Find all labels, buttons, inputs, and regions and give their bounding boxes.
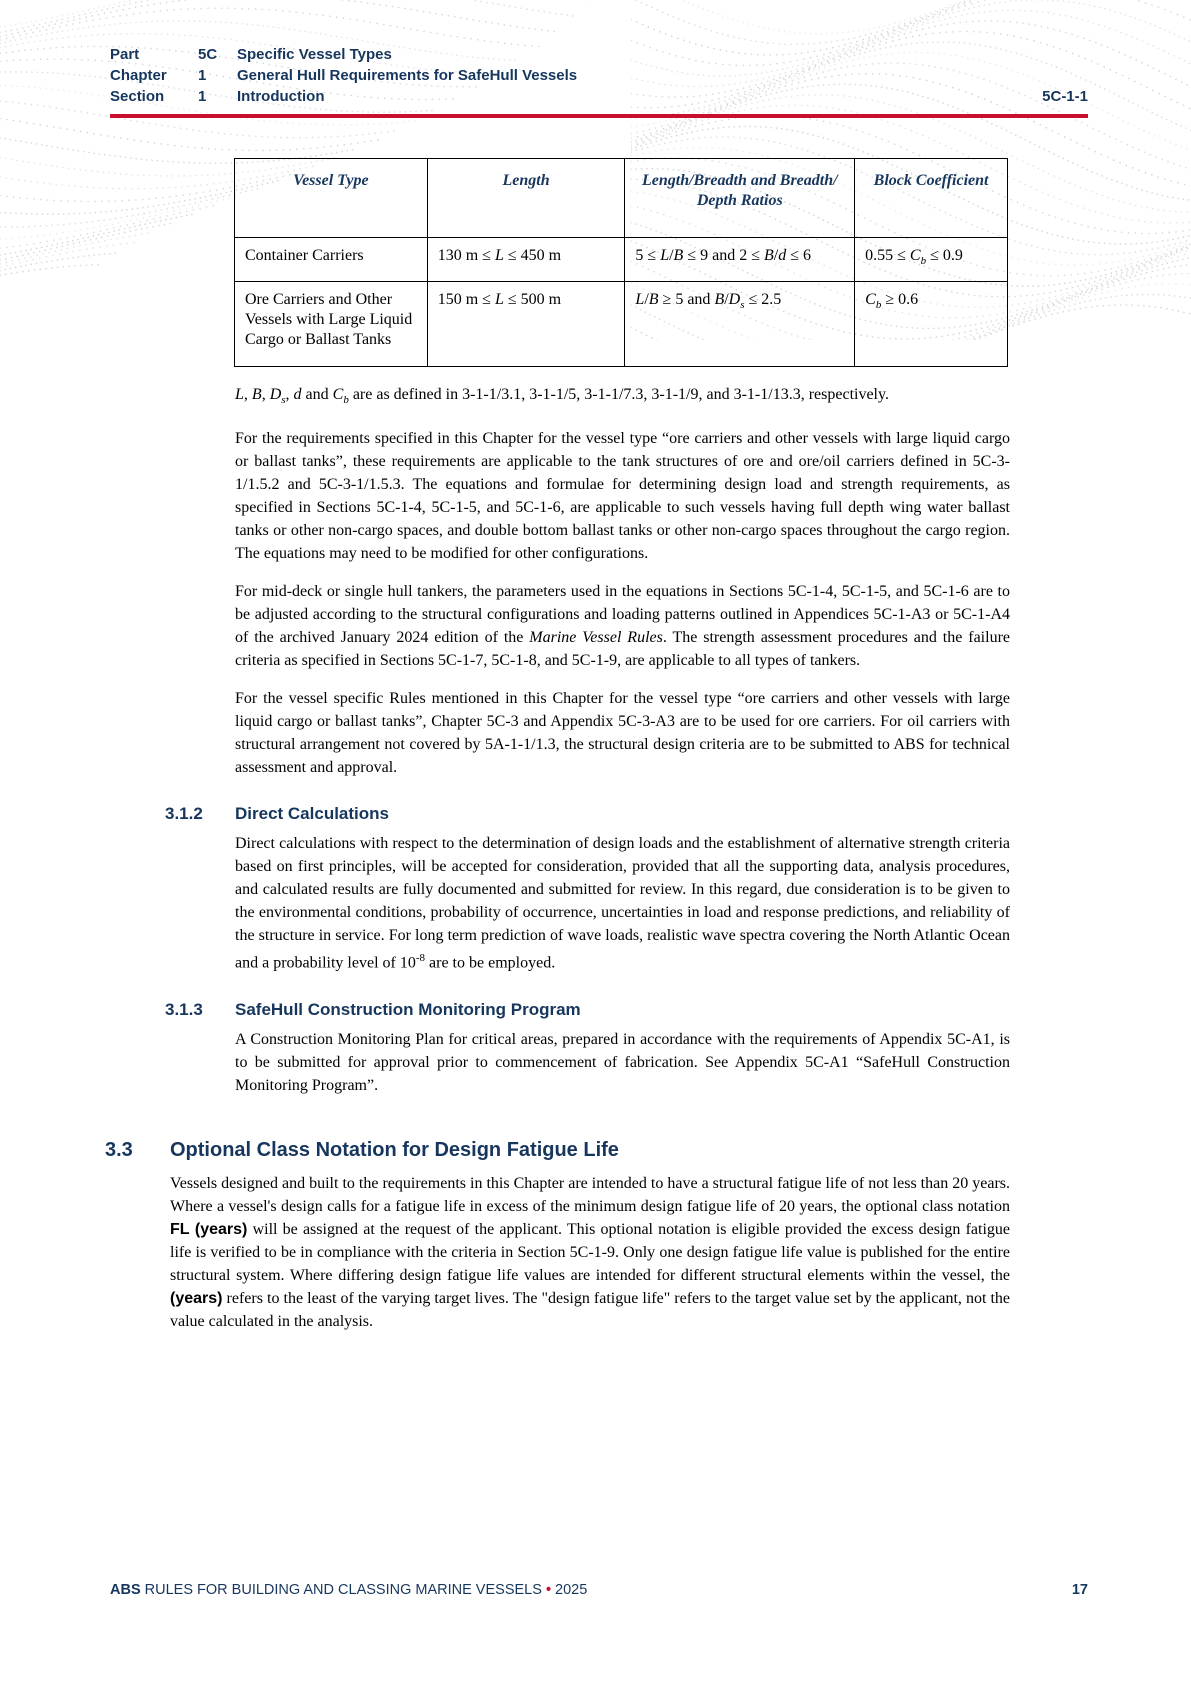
footer-year: 2025 bbox=[555, 1582, 588, 1598]
paragraph-symbol-definitions: L, B, $D_s$, d and $C_b$ are as defined in 3-1-1/3.1, 3-1-1/5, 3-1-1/7.3, 3-1-1/9, and 3-1-1/13.3, respectively. bbox=[235, 386, 889, 407]
heading-construction-monitoring bbox=[165, 999, 1010, 1021]
cell-length: 130 m ≤ L ≤ 450 m bbox=[427, 238, 625, 282]
header-section-row bbox=[110, 86, 1088, 107]
table-row bbox=[235, 282, 1008, 367]
header-section-label: Section bbox=[110, 88, 165, 105]
cell-block-coefficient: $C_b \ge 0.6$ bbox=[855, 282, 1008, 367]
header-divider-rule bbox=[110, 114, 1088, 118]
header-part-title: Specific Vessel Types bbox=[237, 46, 392, 63]
vessel-parameters-table bbox=[234, 158, 1008, 367]
cell-ratios: L/B ≥ 5 and $B/D_s \le 2.5$ bbox=[625, 282, 855, 367]
header-chapter-label: Chapter bbox=[110, 67, 167, 84]
paragraph-direct-calculations: Direct calculations with respect to the determination of design loads and the establishment of alternative strength criteria based on first principles, will be accepted for consideration, provided that all the supporting data, analysis procedures, and calculated results are fully documented and submitted for review. In this regard, due consideration is to be given to the environmental conditions, probability of occurrence, uncertainties in load and response predictions, and reliability of the structure in service. For long term prediction of wave loads, realistic wave spectra covering the North Atlantic Ocean and a probability level of $10^{-8}$ are to be employed. bbox=[235, 835, 1010, 972]
footer-rules-title: RULES FOR BUILDING AND CLASSING MARINE VESSELS bbox=[144, 1582, 542, 1598]
heading-direct-calculations bbox=[165, 803, 1010, 825]
section-reference: 5C-1-1 bbox=[1042, 88, 1088, 105]
column-header-vessel-type: Vessel Type bbox=[235, 159, 428, 238]
header-chapter-title: General Hull Requirements for SafeHull Vessels bbox=[237, 67, 578, 84]
page-footer bbox=[110, 1582, 1088, 1598]
heading-number: 3.1.3 bbox=[165, 999, 203, 1019]
paragraph-mid-deck-tankers: For mid-deck or single hull tankers, the parameters used in the equations in Sections 5C-1-4, 5C-1-5, and 5C-1-6 are to be adjusted according to the structural configurations and loading patterns outlined in Appendices 5C-1-A3 or 5C-1-A4 of the archived January 2024 edition of the Marine Vessel Rules. The strength assessment procedures and the failure criteria as specified in Sections 5C-1-7, 5C-1-8, and 5C-1-9, are applicable to all types of tankers. bbox=[235, 583, 1011, 670]
cell-length: 150 m ≤ L ≤ 500 m bbox=[427, 282, 625, 367]
paragraph-vessel-specific-rules: For the vessel specific Rules mentioned in this Chapter for the vessel type “ore carriers and other vessels with large liquid cargo or ballast tanks”, Chapter 5C-3 and Appendix 5C-3-A3 are to be used for ore carriers. For oil carriers with structural arrangement not covered by 5A-1-1/1.3, the structural design criteria are to be submitted to ABS for technical assessment and approval. bbox=[235, 690, 1010, 777]
cell-vessel-type: Container Carriers bbox=[235, 238, 428, 282]
cell-block-coefficient: $0.55 \le C_b \le 0.9$ bbox=[855, 238, 1008, 282]
footer-title bbox=[110, 1582, 587, 1598]
header-part-number: 5C bbox=[198, 46, 218, 63]
page-number: 17 bbox=[1071, 1582, 1088, 1598]
cell-vessel-type: Ore Carriers and Other Vessels with Large Liquid Cargo or Ballast Tanks bbox=[235, 282, 428, 367]
column-header-ratios: Length/Breadth and Breadth/ Depth Ratios bbox=[625, 159, 855, 238]
footer-bullet: • bbox=[545, 1582, 552, 1598]
paragraph-construction-monitoring: A Construction Monitoring Plan for critical areas, prepared in accordance with the requirements of Appendix 5C-A1, is to be submitted for approval prior to commencement of fabrication. See Appendix 5C-A1 “SafeHull Construction Monitoring Program”. bbox=[235, 1030, 1010, 1094]
header-section-title: Introduction bbox=[237, 88, 325, 105]
heading-number: 3.1.2 bbox=[165, 804, 203, 824]
cell-ratios: 5 ≤ L/B ≤ 9 and 2 ≤ B/d ≤ 6 bbox=[625, 238, 855, 282]
heading-title: Optional Class Notation for Design Fatigue Life bbox=[170, 1138, 619, 1161]
page-header bbox=[110, 44, 1088, 107]
paragraph-ore-carrier-requirements: For the requirements specified in this Chapter for the vessel type “ore carriers and other vessels with large liquid cargo or ballast tanks”, these requirements are applicable to the tank structures of ore and ore/oil carriers defined in 5C-3-1/1.5.2 and 5C-3-1/1.5.3. The equations and formulae for determining design load and strength requirements, as specified in Sections 5C-1-4, 5C-1-5, and 5C-1-6, are applicable to such vessels having full depth wing water ballast tanks or other non-cargo spaces, and double bottom ballast tanks or other non-cargo spaces throughout the cargo region. The equations may need to be modified for other configurations. bbox=[235, 430, 1010, 563]
header-section-number: 1 bbox=[198, 88, 207, 105]
table-header-row bbox=[235, 159, 1008, 238]
footer-brand: ABS bbox=[110, 1582, 141, 1598]
heading-number: 3.3 bbox=[105, 1138, 133, 1161]
header-part-label: Part bbox=[110, 46, 140, 63]
header-chapter-row bbox=[110, 65, 1088, 86]
header-part-row bbox=[110, 44, 1088, 65]
heading-optional-class-notation bbox=[105, 1137, 1010, 1163]
heading-title: SafeHull Construction Monitoring Program bbox=[235, 999, 581, 1019]
heading-title: Direct Calculations bbox=[235, 804, 389, 824]
column-header-length: Length bbox=[427, 159, 625, 238]
header-chapter-number: 1 bbox=[198, 67, 207, 84]
page-content bbox=[105, 152, 1010, 1348]
column-header-block-coefficient: Block Coefficient bbox=[855, 159, 1008, 238]
paragraph-design-fatigue-life: Vessels designed and built to the requirements in this Chapter are intended to have a structural fatigue life of not less than 20 years. Where a vessel's design calls for a fatigue life in excess of the minimum design fatigue life of 20 years, the optional class notation FL (years) will be assigned at the request of the applicant. This optional notation is eligible provided the excess design fatigue life is verified to be in compliance with the criteria in Section 5C-1-9. Only one design fatigue life value is published for the entire structural system. Where differing design fatigue life values are intended for different structural elements within the vessel, the (years) refers to the least of the varying target lives. The "design fatigue life" refers to the target value set by the applicant, not the value calculated in the analysis. bbox=[170, 1174, 1010, 1330]
table-row bbox=[235, 238, 1008, 282]
